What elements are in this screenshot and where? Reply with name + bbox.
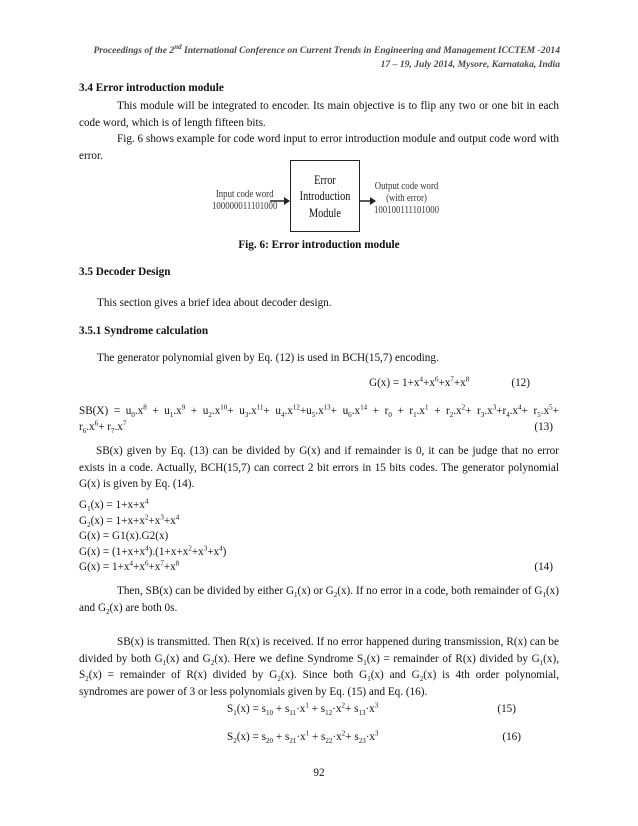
section-3-5-heading: 3.5 Decoder Design (79, 266, 171, 278)
paragraph-then: Then, SB(x) can be divided by either $G_1(x)$ or $G_2(x)$. If no error in a code, both remainder of $G_1(x)$ and $G_2(x)$ are both 0s. (79, 585, 559, 616)
section-3-4-para-2: Fig. 6 shows example for code word input to error introduction module and output code word with error. (79, 133, 559, 162)
equation-12-number: (12) (511, 377, 530, 389)
equation-14-block: $G_1(x) = 1+x+x^4$ $G_2(x) = 1+x+x^2+x^3+x^4$ G(x) = G1(x).G2(x) $G(x) = (1+x+x^4).(1+x+x^2+x^3+x^4)$ $G(x) = 1+x^4+x^6+x^7+x^8$ (14) (79, 498, 559, 576)
equation-13-number: (13) (534, 421, 553, 433)
header-line-2: 17 – 19, July 2014, Mysore, Karnataka, India (380, 59, 560, 70)
input-label: Input code word 100000011101000 (212, 188, 278, 212)
equation-15-number: (15) (497, 703, 516, 715)
equation-13: $SB(X) = u_0.x^8 + u_1.x^9 + u_2.x^{10}+ u_3.x^{11}+ u_4.x^{12}+u_5.x^{13}+ u_6.x^{14} + r_0 + r_1.x^1 + r_2.x^2+ r_3.x^3+r_4.x^4+ r_5.x^5+$ $r_6.x^6+ r_7.x^7$ (13) (79, 403, 559, 436)
output-label: Output code word (with error) 100100111101000 (374, 180, 440, 216)
paragraph-sb: SB(x) given by Eq. (13) can be divided by G(x) and if remainder is 0, it can be judge that no error exists in a code. Actually, BCH(15,7) can correct 2 bit errors in 15 bits codes. The generator polynomial G(x) is given by Eq. (14). (79, 445, 559, 490)
section-3-4-heading: 3.4 Error introduction module (79, 82, 224, 94)
paragraph-syndrome: SB(x) is transmitted. Then R(x) is received. If no error happened during transmission, R(x) can be divided by both $G_1(x)$ and $G_2(x)$. Here we define Syndrome $S_1(x)$ = remainder of R(x) divided by $G_1(x)$, $S_2(x)$ = remainder of R(x) divided by $G_2(x)$. Since both $G_1(x)$ and $G_2(x)$ is 4th order polynomial, syndromes are power of 3 or less polynomials given by Eq. (15) and Eq. (16). (79, 636, 559, 698)
input-arrow (270, 195, 292, 207)
running-header (93, 44, 560, 72)
error-introduction-box: Error Introduction Module (290, 160, 360, 232)
section-3-5-1-text: The generator polynomial given by Eq. (12) is used in BCH(15,7) encoding. (97, 352, 439, 364)
section-3-4-para-1: This module will be integrated to encoder. Its main objective is to flip any two or one bit in each code word, which is of length fifteen bits. (79, 100, 559, 129)
equation-14-number: (14) (534, 561, 553, 573)
page: Proceedings of the 2nd International Conference on Current Trends in Engineering and Management ICCTEM -2014 17 – 19, July 2014, Mysore, Karnataka, India 3.4 Error introduction module This module will be integrated to encoder. Its main objective is to flip any two or one bit in each code word, which is of length fifteen bits. Fig. 6 shows example for code word input to error introduction module and output code word with error. Input code word 100000011101000 Error Introduction Module Output code word (with error) 100100111101000 Fig. 6: Error introduction module 3.5 Decoder Design This section gives a brief idea about decoder design. 3.5.1 Syndrome calculation The generator polynomial given by Eq. (12) is used in BCH(15,7) encoding. $G(x) = 1+x^4+x^6+x^7+x^8$ (12) $SB(X) = u_0.x^8 + u_1.x^9 + u_2.x^{10}+ u_3.x^{11}+ u_4.x^{12}+u_5.x^{13}+ u_6.x^{14} + r_0 + r_1.x^1 + r_2.x^2+ r_3.x^3+r_4.x^4+ r_5.x^5+$ $r_6.x^6+ r_7.x^7$ (13) SB(x) given by Eq. (13) can be divided by G(x) and if remainder is 0, it can be judge that no error exists in a code. Actually, BCH(15,7) can correct 2 bit errors in 15 bits codes. The generator polynomial G(x) is given by Eq. (14). $G_1(x) = 1+x+x^4$ $G_2(x) = 1+x+x^2+x^3+x^4$ G(x) = G1(x).G2(x) $G(x) = (1+x+x^4).(1+x+x^2+x^3+x^4)$ $G(x) = 1+x^4+x^6+x^7+x^8$ (14) Then, SB(x) can be divided by either $G_1(x)$ or $G_2(x)$. If no error in a code, both remainder of $G_1(x)$ and $G_2(x)$ are both 0s. SB(x) is transmitted. Then R(x) is received. If no error happened during transmission, R(x) can be divided by both $G_1(x)$ and $G_2(x)$. Here we define Syndrome $S_1(x)$ = remainder of R(x) divided by $G_1(x)$, $S_2(x)$ = remainder of R(x) divided by $G_2(x)$. Since both $G_1(x)$ and $G_2(x)$ is 4th order polynomial, syndromes are power of 3 or less polynomials given by Eq. (15) and Eq. (16). $S_1(x) = s_{10} + s_{11}\cdot x^1 + s_{12}\cdot x^2+ s_{13}\cdot x^3$ (15) $S_2(x) = s_{20} + s_{21}\cdot x^1 + s_{22}\cdot x^2+ s_{23}\cdot x^3$ (16) 92 (0, 0, 638, 826)
header-line-1: Proceedings of the 2nd International Conference on Current Trends in Engineering and Management ICCTEM -2014 (93, 42, 560, 56)
figure-6-caption: Fig. 6: Error introduction module (238, 239, 400, 251)
page-number: 92 (313, 767, 325, 779)
section-3-5-text: This section gives a brief idea about decoder design. (97, 297, 332, 309)
section-3-5-1-heading: 3.5.1 Syndrome calculation (79, 325, 209, 337)
equation-16-number: (16) (502, 731, 521, 743)
